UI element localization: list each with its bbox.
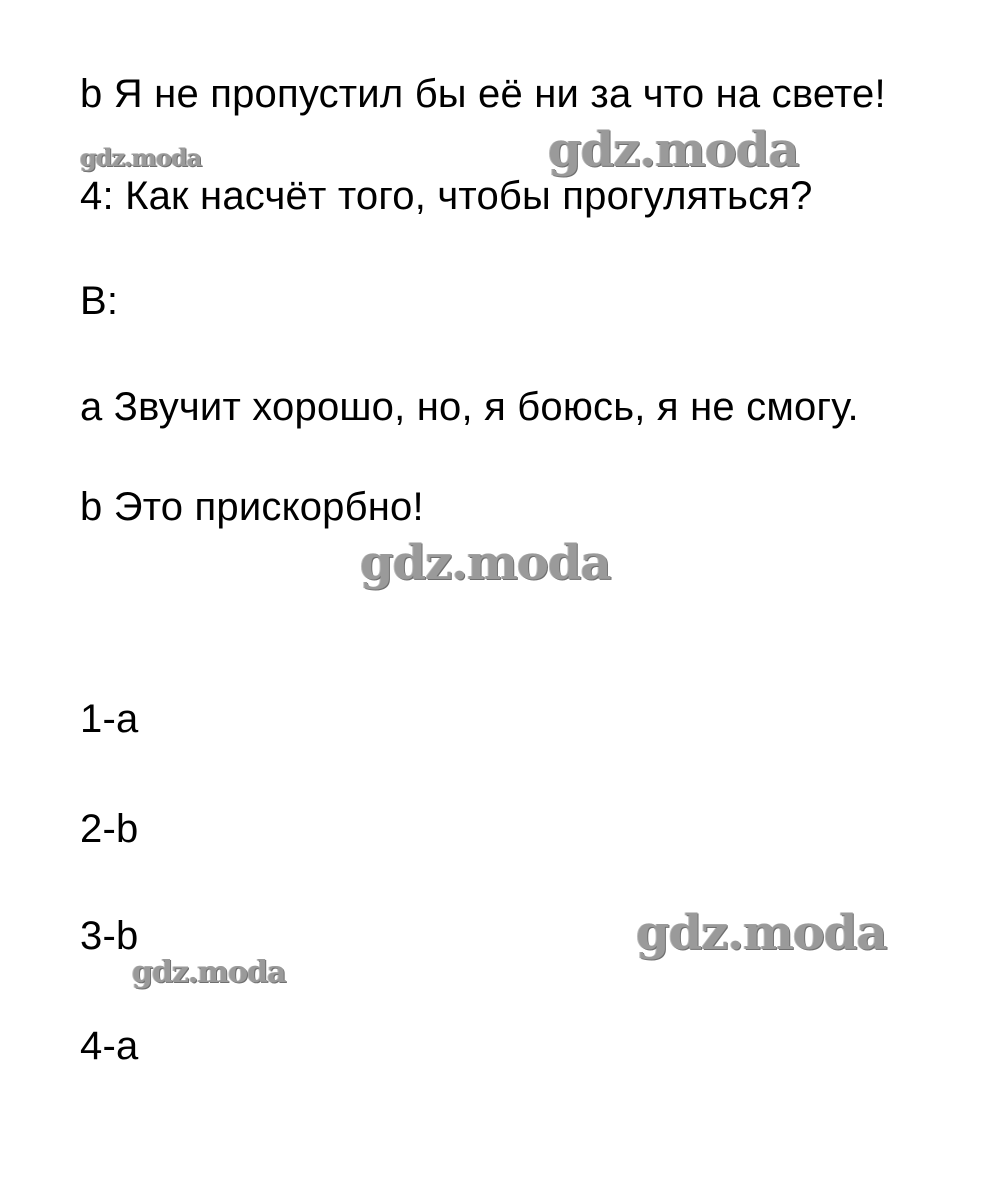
text-line-1: b Я не пропустил бы её ни за что на свете!	[80, 72, 886, 116]
watermark-5: gdz.moda	[132, 955, 286, 990]
watermark-4: gdz.moda	[636, 905, 887, 961]
answer-line-1: 1-a	[80, 697, 139, 741]
text-line-5: b Это прискорбно!	[80, 485, 424, 529]
watermark-3: gdz.moda	[360, 535, 611, 591]
watermark-2: gdz.moda	[548, 122, 799, 178]
watermark-1: gdz.moda	[80, 143, 202, 172]
answer-line-2: 2-b	[80, 807, 139, 851]
text-line-4: a Звучит хорошо, но, я боюсь, я не смогу.	[80, 385, 859, 429]
answer-line-3: 3-b	[80, 914, 139, 958]
text-line-3: B:	[80, 279, 119, 323]
text-line-2: 4: Как насчёт того, чтобы прогуляться?	[80, 174, 813, 218]
answer-line-4: 4-a	[80, 1024, 139, 1068]
